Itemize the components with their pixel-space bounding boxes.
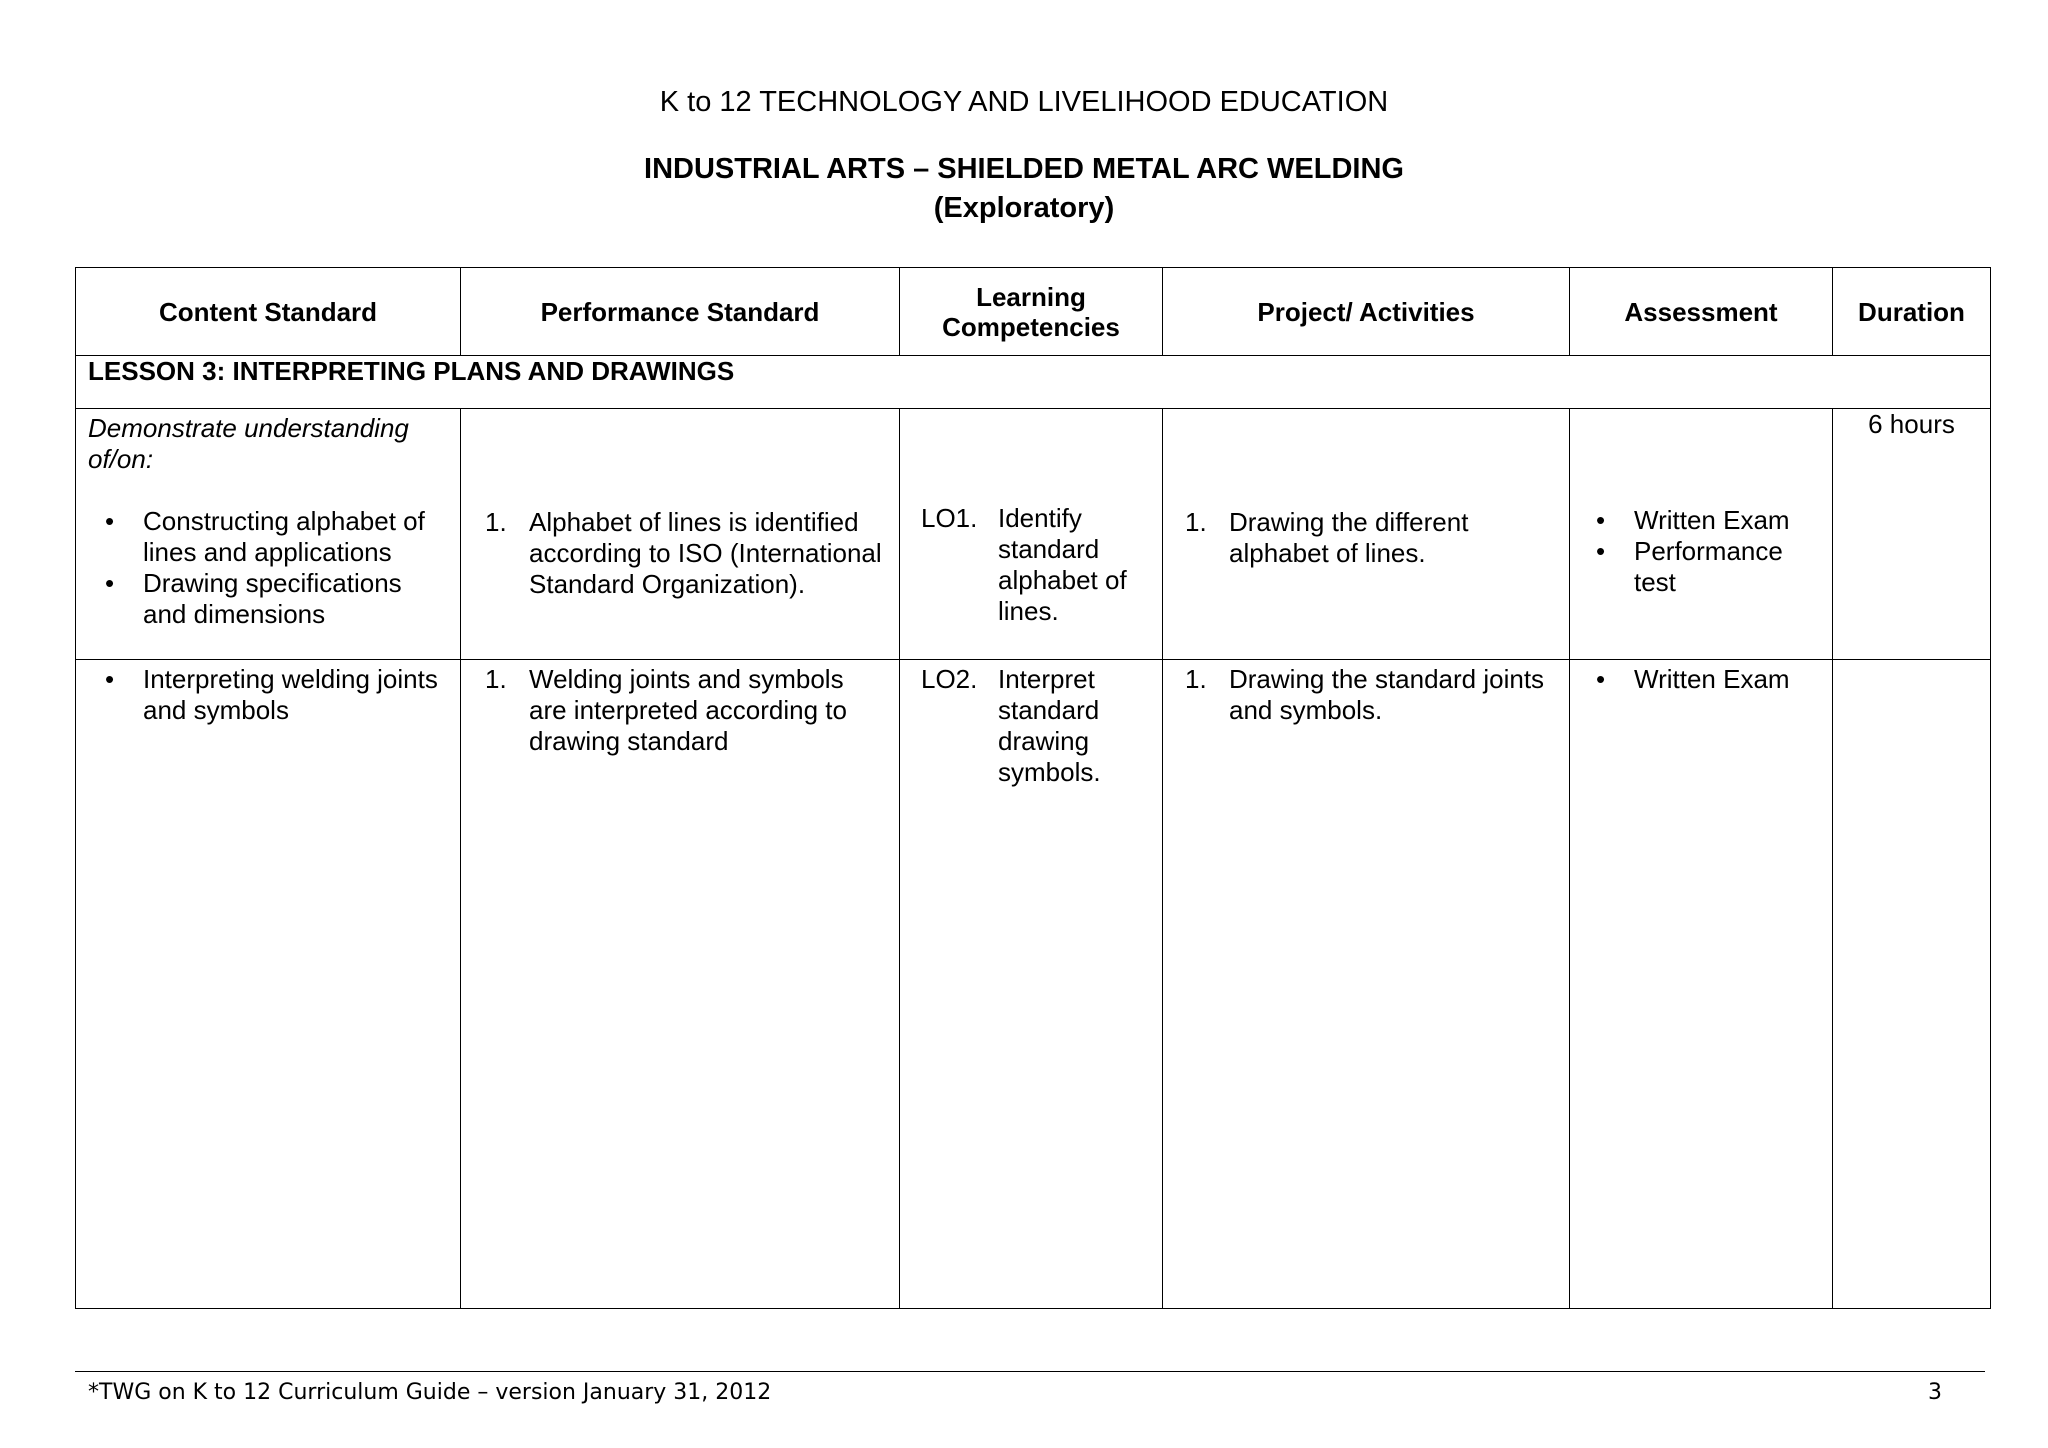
- document-subtitle-note: (Exploratory): [933, 192, 1115, 224]
- learning-competency-cell: [900, 409, 1163, 660]
- list-item: • Interpreting welding joints and symbols: [105, 664, 438, 725]
- project-activity-list: [1163, 409, 1569, 569]
- assessment-list: [1570, 660, 1832, 695]
- document-title: K to 12 TECHNOLOGY AND LIVELIHOOD EDUCATION: [659, 86, 1389, 118]
- project-activity-list: [1163, 660, 1569, 726]
- footer-note: *TWG on K to 12 Curriculum Guide – version January 31, 2012: [88, 1380, 772, 1405]
- lesson-row: [76, 356, 1991, 409]
- list-item: LO2. Interpret standard drawing symbols.: [921, 664, 1101, 787]
- column-header-performance-standard: Performance Standard: [461, 268, 900, 356]
- project-activity-cell: [1163, 409, 1570, 660]
- list-item: 1. Welding joints and symbols are interpreted according to drawing standard: [485, 664, 847, 756]
- curriculum-table: [75, 267, 1991, 1309]
- content-standard-cell: [76, 409, 461, 660]
- performance-standard-list: [461, 660, 899, 757]
- list-item: 1. Drawing the standard joints and symbols.: [1185, 664, 1545, 725]
- column-header-content-standard: Content Standard: [76, 268, 461, 356]
- list-item: • Performance test: [1596, 536, 1783, 597]
- content-standard-list: [76, 506, 460, 630]
- table-header-row: [76, 268, 1991, 356]
- learning-competency-list: [900, 409, 1162, 627]
- performance-standard-list: [461, 409, 899, 600]
- table-row: [76, 409, 1991, 660]
- list-item: LO1. Identify standard alphabet of lines.: [921, 503, 1127, 626]
- list-item: 1. Alphabet of lines is identified according to ISO (International Standard Organization).: [485, 507, 882, 599]
- duration-cell: 6 hours: [1833, 409, 1991, 660]
- list-item: • Written Exam: [1596, 664, 1790, 694]
- page-number: 3: [1928, 1380, 1942, 1405]
- list-item: • Constructing alphabet of lines and applications: [105, 506, 425, 567]
- assessment-list: [1570, 409, 1832, 598]
- list-item: • Written Exam: [1596, 505, 1790, 535]
- bullet-marker: •: [105, 506, 115, 536]
- content-standard-intro: Demonstrate understanding of/on:: [88, 413, 409, 474]
- assessment-cell: [1570, 660, 1833, 1309]
- table-row: [76, 660, 1991, 1309]
- learning-competency-cell: [900, 660, 1163, 1309]
- document-subtitle: INDUSTRIAL ARTS – SHIELDED METAL ARC WELDING: [644, 153, 1404, 185]
- column-header-project-activities: Project/ Activities: [1163, 268, 1570, 356]
- content-standard-list: [76, 660, 460, 726]
- list-item: 1. Drawing the different alphabet of lines.: [1185, 507, 1469, 568]
- lesson-title: LESSON 3: INTERPRETING PLANS AND DRAWINGS: [76, 356, 1991, 409]
- performance-standard-cell: [461, 660, 900, 1309]
- duration-cell: [1833, 660, 1991, 1309]
- performance-standard-cell: [461, 409, 900, 660]
- assessment-cell: [1570, 409, 1833, 660]
- column-header-learning-competencies: Learning Competencies: [900, 268, 1163, 356]
- column-header-assessment: Assessment: [1570, 268, 1833, 356]
- list-item: • Drawing specifications and dimensions: [105, 568, 402, 629]
- project-activity-cell: [1163, 660, 1570, 1309]
- footer-divider: [75, 1371, 1985, 1372]
- content-standard-cell: [76, 660, 461, 1309]
- learning-competency-list: [900, 660, 1162, 788]
- column-header-duration: Duration: [1833, 268, 1991, 356]
- bullet-marker: •: [105, 568, 115, 598]
- bullet-marker: •: [105, 664, 115, 694]
